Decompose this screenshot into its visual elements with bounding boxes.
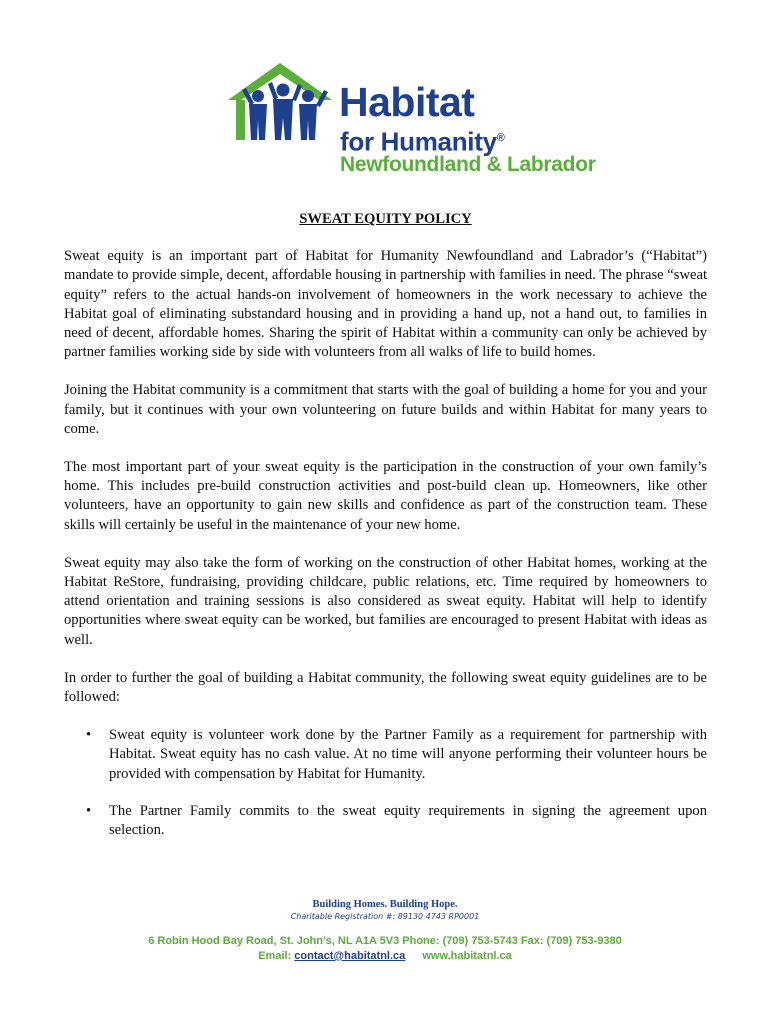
habitat-logo	[228, 60, 596, 180]
list-item	[64, 802, 707, 840]
logo-word-region: Newfoundland & Labrador	[340, 153, 596, 176]
document-title: SWEAT EQUITY POLICY	[299, 211, 472, 227]
document-body	[64, 210, 707, 858]
paragraph-5: In order to further the goal of building a Habitat community, the following sweat equity guidelines are to be followed:	[64, 669, 707, 706]
list-item-text: Sweat equity is volunteer work done by the Partner Family as a requirement for partnership with Habitat. Sweat equity has no cash value. At no time will anyone performing their volunteer hours be provided with compensation by Habitat for Humanity.	[109, 727, 707, 782]
website-text: www.habitatnl.ca	[422, 950, 512, 962]
paragraph-2: Joining the Habitat community is a commitment that starts with the goal of building a home for you and your family, but it continues with your own volunteering on future builds and within Habitat for many years to come.	[64, 382, 707, 437]
logo-for-humanity-text: for Humanity	[340, 126, 497, 157]
footer-address: 6 Robin Hood Bay Road, St. John’s, NL A1A 5V3 Phone: (709) 753-5743 Fax: (709) 753-9380	[148, 935, 622, 947]
logo-word-for-humanity	[340, 123, 505, 157]
guidelines-list	[64, 726, 707, 840]
house-people-icon	[228, 60, 338, 150]
list-item	[64, 726, 707, 784]
email-label: Email:	[258, 950, 292, 962]
footer-tagline: Building Homes. Building Hope.	[312, 899, 458, 910]
logo-word-habitat: Habitat	[339, 79, 475, 125]
email-link[interactable]: contact@habitatnl.ca	[294, 950, 406, 962]
list-item-text: The Partner Family commits to the sweat equity requirements in signing the agreement upon selection.	[109, 802, 707, 839]
registered-mark: ®	[496, 132, 505, 144]
footer-contact	[0, 950, 770, 962]
paragraph-4: Sweat equity may also take the form of working on the construction of other Habitat homes, working at the Habitat ReStore, fundraising, providing childcare, public relations, etc. Time required by homeowners to attend orientation and training sessions is also considered as sweat equity. Habitat will help to identify opportunities where sweat equity can be worked, but families are encouraged to present Habitat with ideas as well.	[64, 554, 707, 648]
paragraph-1: Sweat equity is an important part of Habitat for Humanity Newfoundland and Labrador’s (“Habitat”) mandate to provide simple, decent, affordable housing in partnership with families in need. The phrase “sweat equity” refers to the actual hands-on involvement of homeowners in the work necessary to achieve the Habitat goal of eliminating substandard housing and in providing a hand up, not a hand out, to families in need of decent, affordable homes. Sharing the spirit of Habitat within a community can only be achieved by partner families working side by side with volunteers from all walks of life to build homes.	[64, 248, 708, 361]
paragraph-3: The most important part of your sweat equity is the participation in the construction of your own family’s home. This includes pre-build construction activities and post-build clean up. Homeowners, like other volunteers, have an opportunity to gain new skills and confidence as part of the construction team. These skills will certainly be useful in the maintenance of your new home.	[64, 459, 707, 533]
bullet-icon: •	[86, 802, 92, 819]
footer-charity-number: Charitable Registration #: 89130 4743 RP0001	[290, 912, 480, 921]
bullet-icon: •	[86, 727, 92, 744]
